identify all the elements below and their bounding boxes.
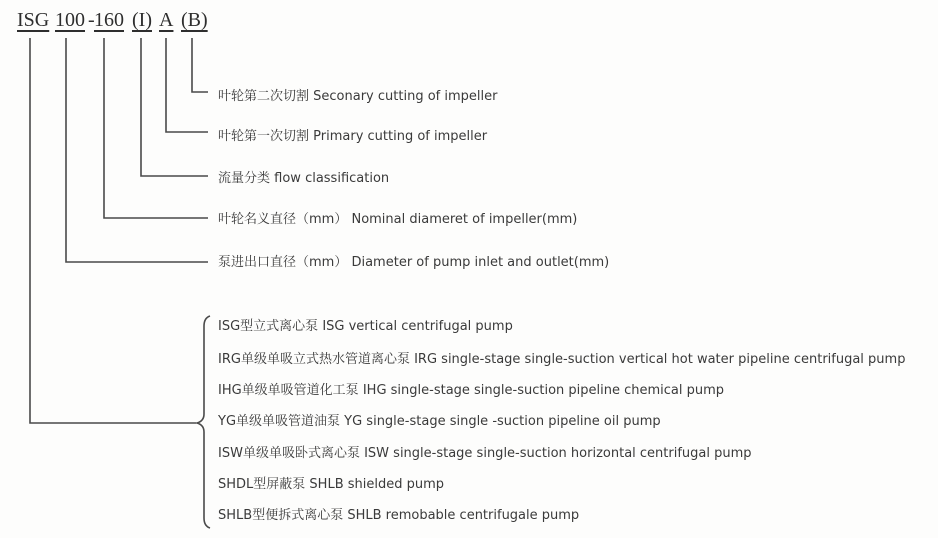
pump-type-en: IRG single-stage single-suction vertical hot water pipeline centrifugal pump bbox=[414, 352, 906, 367]
annotation-secondary-cutting bbox=[218, 89, 497, 105]
pump-type-isw bbox=[218, 446, 752, 462]
pump-type-shdl bbox=[218, 477, 444, 493]
pump-type-en: SHLB shielded pump bbox=[309, 477, 445, 492]
pump-type-irg bbox=[218, 352, 905, 368]
annotation-zh: 叶轮第二次切割 bbox=[218, 89, 310, 104]
annotation-zh: 泵进出口直径（mm） bbox=[218, 255, 348, 270]
annotation-en: Nominal diameret of impeller(mm) bbox=[351, 212, 578, 227]
code-segment-series: ISG bbox=[17, 9, 50, 31]
code-segment-impeller-diameter: 160 bbox=[94, 9, 124, 31]
pump-type-yg bbox=[218, 414, 661, 430]
annotation-en: flow classification bbox=[274, 171, 390, 186]
annotation-en: Diameter of pump inlet and outlet(mm) bbox=[351, 255, 610, 270]
pump-type-en: SHLB remobable centrifugale pump bbox=[347, 508, 580, 523]
annotation-zh: 叶轮名义直径（mm） bbox=[218, 212, 348, 227]
pump-type-zh: IRG单级单吸立式热水管道离心泵 bbox=[218, 352, 410, 367]
code-segment-primary-cut: A bbox=[159, 9, 174, 31]
pump-type-shlb bbox=[218, 508, 579, 524]
pump-type-isg bbox=[218, 319, 513, 335]
annotation-en: Primary cutting of impeller bbox=[313, 129, 488, 144]
pump-type-zh: ISW单级单吸卧式离心泵 bbox=[218, 446, 360, 461]
pump-type-ihg bbox=[218, 383, 724, 399]
annotation-zh: 叶轮第一次切割 bbox=[218, 129, 310, 144]
pump-type-en: ISW single-stage single-suction horizontal centrifugal pump bbox=[364, 446, 752, 461]
code-separator: - bbox=[88, 9, 95, 31]
annotation-flow-classification bbox=[218, 171, 389, 187]
annotation-zh: 流量分类 bbox=[218, 171, 271, 186]
pump-type-zh: SHLB型便拆式离心泵 bbox=[218, 508, 344, 523]
annotation-primary-cutting bbox=[218, 129, 487, 145]
pump-type-en: YG single-stage single -suction pipeline oil pump bbox=[344, 414, 661, 429]
code-segment-inlet-diameter: 100 bbox=[55, 9, 85, 31]
pump-type-en: ISG vertical centrifugal pump bbox=[322, 319, 513, 334]
pump-type-zh: IHG单级单吸管道化工泵 bbox=[218, 383, 359, 398]
pump-type-zh: YG单级单吸管道油泵 bbox=[218, 414, 341, 429]
pump-type-en: IHG single-stage single-suction pipeline chemical pump bbox=[362, 383, 725, 398]
annotation-en: Seconary cutting of impeller bbox=[313, 89, 498, 104]
annotation-inlet-outlet-diameter bbox=[218, 255, 609, 271]
code-segment-secondary-cut: (B) bbox=[181, 9, 208, 31]
pump-type-zh: SHDL型屏蔽泵 bbox=[218, 477, 306, 492]
annotation-nominal-diameter bbox=[218, 212, 577, 228]
pump-type-zh: ISG型立式离心泵 bbox=[218, 319, 319, 334]
code-segment-flow-class: (I) bbox=[132, 9, 152, 31]
